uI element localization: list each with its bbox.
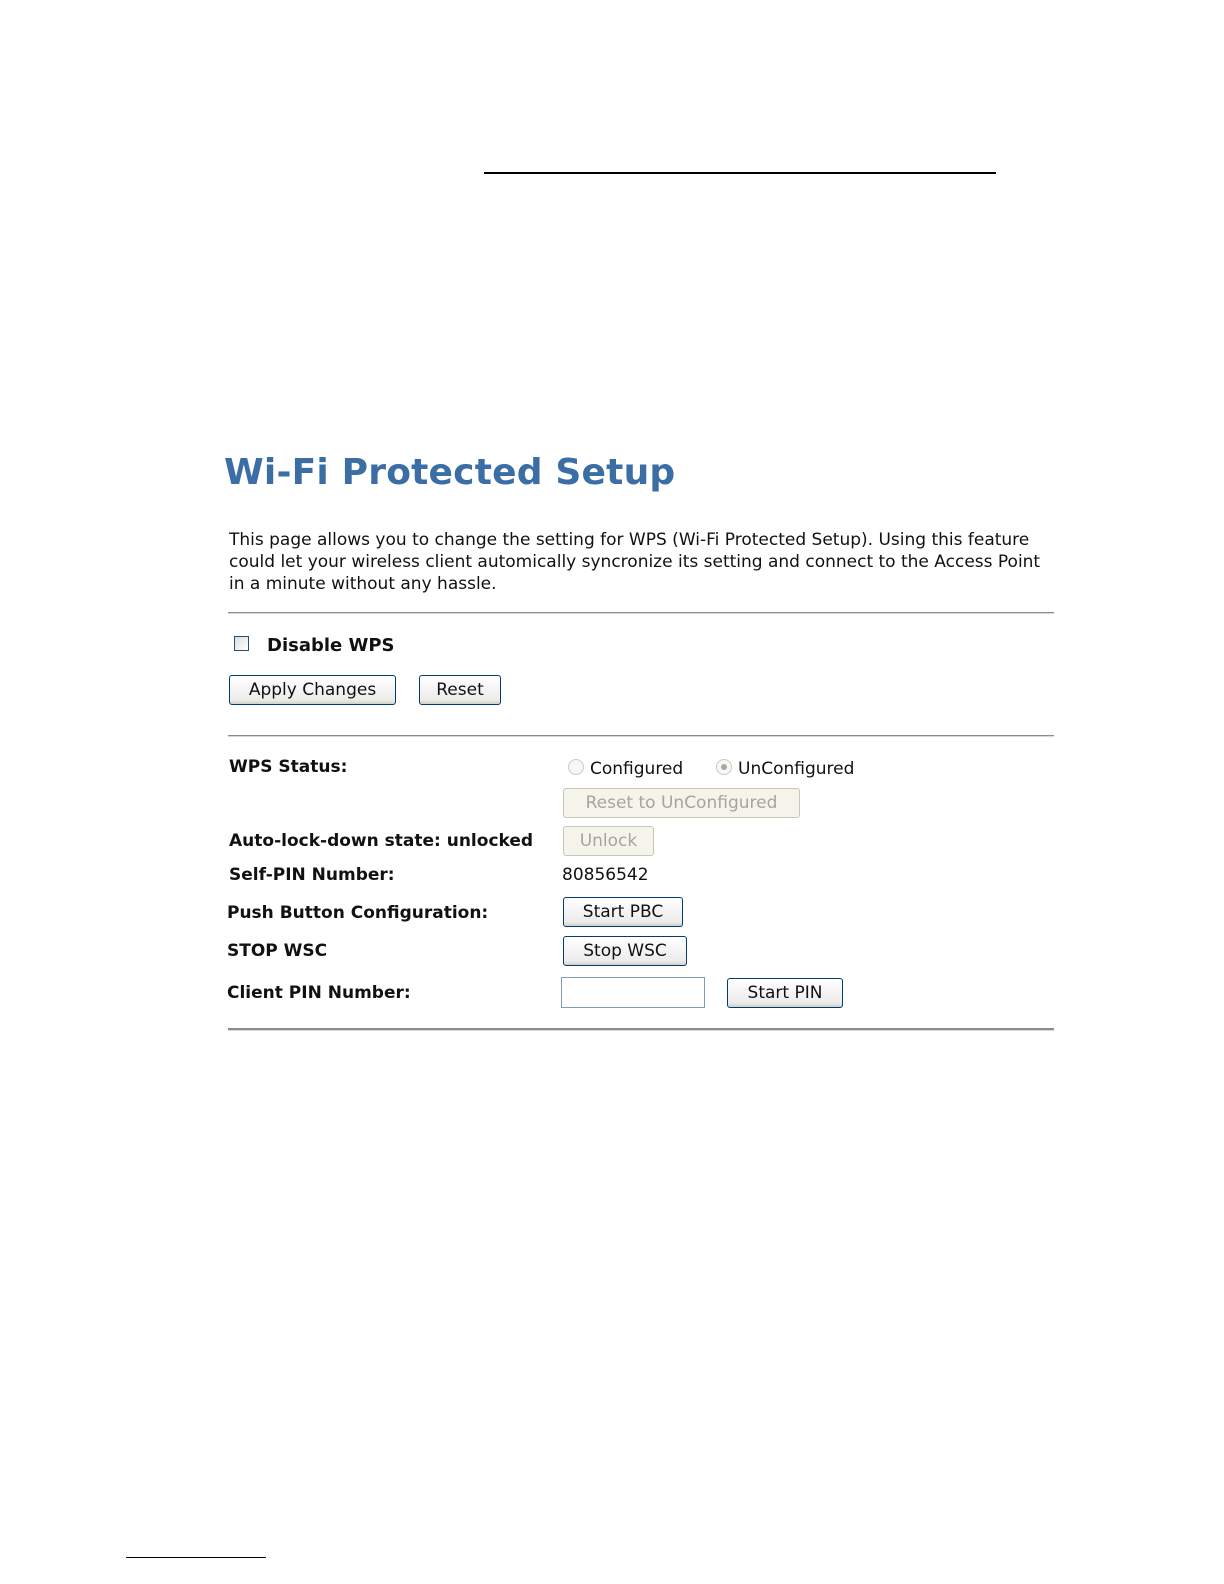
stop-wsc-label: STOP WSC — [227, 941, 328, 961]
client-pin-input[interactable] — [561, 977, 705, 1008]
auto-lock-state-label: Auto-lock-down state: unlocked — [229, 831, 534, 851]
reset-to-unconfigured-button[interactable]: Reset to UnConfigured — [563, 788, 800, 818]
top-rule-line — [484, 172, 996, 174]
self-pin-value: 80856542 — [562, 865, 649, 885]
page-description: This page allows you to change the setting for WPS (Wi-Fi Protected Setup). Using this feature could let your wireless client automically syncronize its setting and connect to the Access Point in a minute without any hassle. — [229, 530, 1041, 594]
footnote-rule-line — [126, 1557, 266, 1558]
apply-changes-button[interactable]: Apply Changes — [229, 675, 396, 705]
configured-radio-label: Configured — [590, 759, 684, 779]
stop-wsc-button[interactable]: Stop WSC — [563, 936, 687, 966]
unconfigured-radio[interactable] — [716, 759, 732, 775]
start-pin-button[interactable]: Start PIN — [727, 978, 843, 1008]
client-pin-label: Client PIN Number: — [227, 983, 411, 1003]
disable-wps-checkbox[interactable] — [234, 636, 249, 651]
push-button-config-label: Push Button Configuration: — [227, 903, 489, 923]
disable-wps-label: Disable WPS — [267, 635, 395, 656]
self-pin-label: Self-PIN Number: — [229, 865, 395, 885]
reset-button[interactable]: Reset — [419, 675, 501, 705]
divider — [228, 735, 1054, 737]
divider — [228, 1028, 1054, 1031]
divider — [228, 612, 1054, 614]
unconfigured-radio-label: UnConfigured — [738, 759, 855, 779]
page-title: Wi-Fi Protected Setup — [224, 452, 676, 493]
start-pbc-button[interactable]: Start PBC — [563, 897, 683, 927]
wps-status-label: WPS Status: — [229, 757, 348, 777]
configured-radio[interactable] — [568, 759, 584, 775]
unlock-button[interactable]: Unlock — [563, 826, 654, 856]
